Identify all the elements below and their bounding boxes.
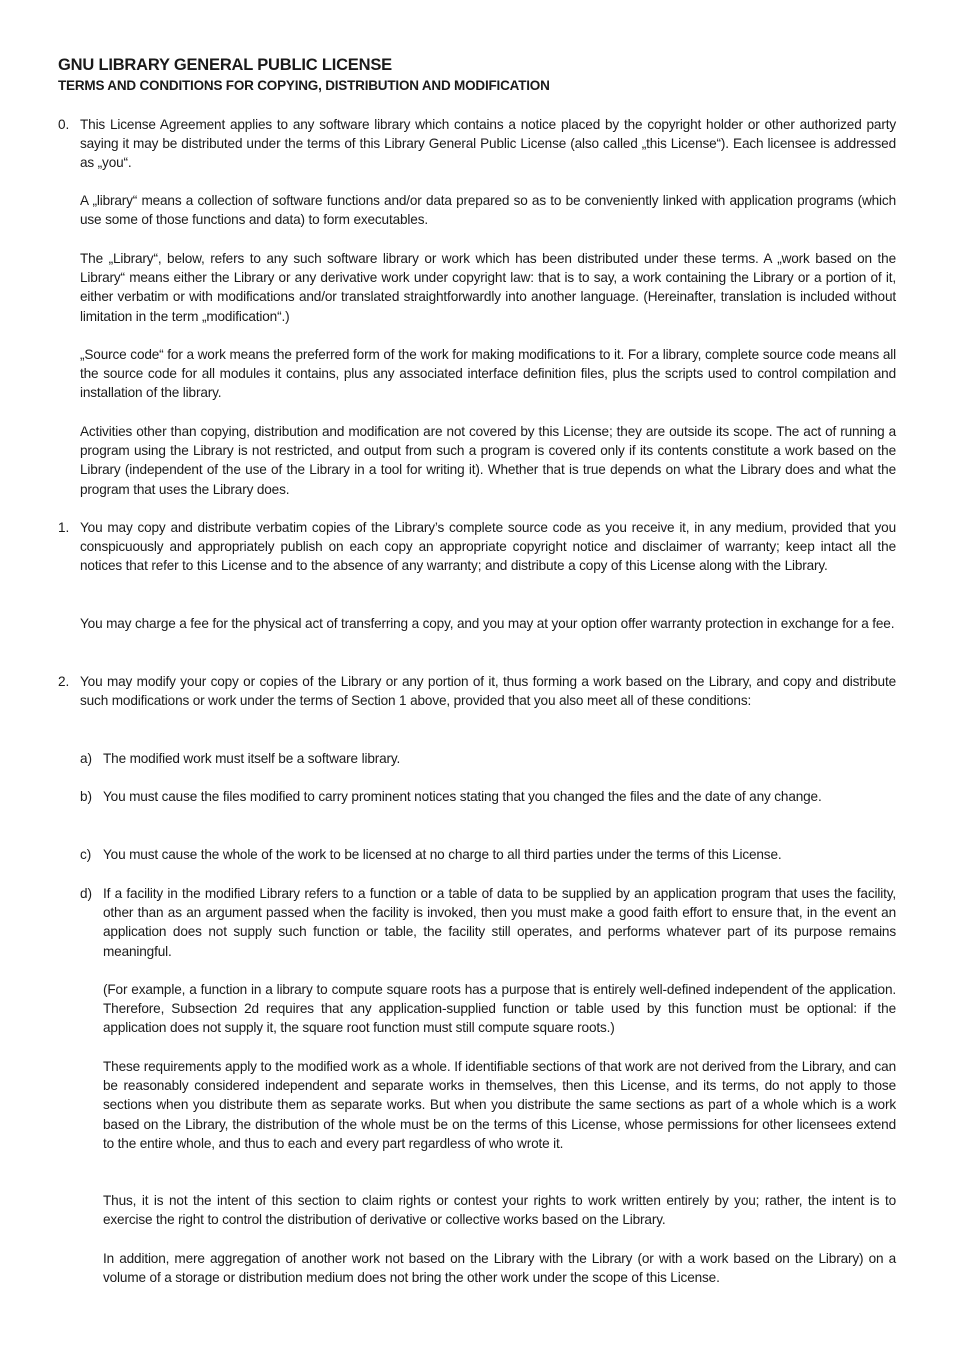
paragraph: Thus, it is not the intent of this section to claim rights or contest your rights to work written entirely by you; rather, the intent is to exercise the right to control the distribution of derivative or collective works based on the Library. — [103, 1193, 896, 1228]
paragraph: You must cause the whole of the work to be licensed at no charge to all third parties under the terms of this License. — [103, 847, 782, 862]
paragraph: Activities other than copying, distribution and modification are not covered by this License; they are outside its scope. The act of running a program using the Library is not restricted, and output from such a program is covered only if its contents constitute a work based on the Library (independent of the use of the Library in a tool for writing it). Whether that is true depends on what the Library does and what the program that uses the Library does. — [80, 424, 896, 497]
paragraph: You must cause the files modified to carry prominent notices stating that you changed the files and the date of any change. — [103, 789, 822, 804]
paragraph: You may charge a fee for the physical act of transferring a copy, and you may at your option offer warranty protection in exchange for a fee. — [80, 616, 895, 631]
paragraph: You may modify your copy or copies of the Library or any portion of it, thus forming a work based on the Library, and copy and distribute such modifications or work under the terms of Section 1 above, provided that you also meet all of these conditions: — [80, 674, 896, 709]
document-subtitle: TERMS AND CONDITIONS FOR COPYING, DISTRIBUTION AND MODIFICATION — [58, 78, 550, 93]
paragraph: This License Agreement applies to any software library which contains a notice placed by the copyright holder or other authorized party saying it may be distributed under the terms of this Library General Public License (also called „this License“). Each licensee is addressed as „you“. — [80, 117, 896, 171]
paragraph: If a facility in the modified Library refers to a function or a table of data to be supplied by an application program that uses the facility, other than as an argument passed when the facility is invoked, then you must make a good faith effort to ensure that, in the event an application does not supply such function or table, the facility still operates, and performs whatever part of its purpose remains meaningful. — [103, 886, 896, 959]
section-marker: 2. — [58, 674, 70, 689]
paragraph: The „Library“, below, refers to any such software library or work which has been distributed under these terms. A „work based on the Library“ means either the Library or any derivative work under copyright law: that is to say, a work containing the Library or a portion of it, either verbatim or with modifications and/or translated straightforwardly into another language. (Hereinafter, translation is included without limitation in the term „modification“.) — [80, 251, 896, 324]
subsection-marker: c) — [80, 847, 92, 862]
paragraph: (For example, a function in a library to compute square roots has a purpose that is entirely well-defined independent of the application. Therefore, Subsection 2d requires that any application-supplied function or table used by this function must be optional: if the application does not supply it, the square root function must still compute square roots.) — [103, 982, 896, 1036]
subsection-marker: a) — [80, 751, 93, 766]
paragraph: The modified work must itself be a software library. — [103, 751, 401, 766]
paragraph: A „library“ means a collection of software functions and/or data prepared so as to be conveniently linked with application programs (which use some of those functions and data) to form executables. — [80, 193, 896, 228]
subsection-marker: b) — [80, 789, 93, 804]
section-marker: 1. — [58, 520, 70, 535]
subsection-marker: d) — [80, 886, 93, 901]
paragraph: „Source code“ for a work means the preferred form of the work for making modifications to it. For a library, complete source code means all the source code for all modules it contains, plus any associated interface definition files, plus the scripts used to control compilation and installation of the library. — [80, 347, 896, 401]
paragraph: In addition, mere aggregation of another work not based on the Library with the Library (or with a work based on the Library) on a volume of a storage or distribution medium does not bring the other work under the scope of this License. — [103, 1251, 896, 1286]
section-marker: 0. — [58, 117, 70, 132]
paragraph: These requirements apply to the modified work as a whole. If identifiable sections of that work are not derived from the Library, and can be reasonably considered independent and separate works in themselves, then this License, and its terms, do not apply to those sections when you distribute them as separate works. But when you distribute the same sections as part of a whole which is a work based on the Library, the distribution of the whole must be on the terms of this License, whose permissions for other licensees extend to the entire whole, and thus to each and every part regardless of who wrote it. — [103, 1059, 896, 1151]
document-title: GNU LIBRARY GENERAL PUBLIC LICENSE — [58, 56, 392, 74]
paragraph: You may copy and distribute verbatim copies of the Library’s complete source code as you receive it, in any medium, provided that you conspicuously and appropriately publish on each copy an appropriate copyright notice and disclaimer of warranty; keep intact all the notices that refer to this License and to the absence of any warranty; and distribute a copy of this License along with the Library. — [80, 520, 896, 574]
